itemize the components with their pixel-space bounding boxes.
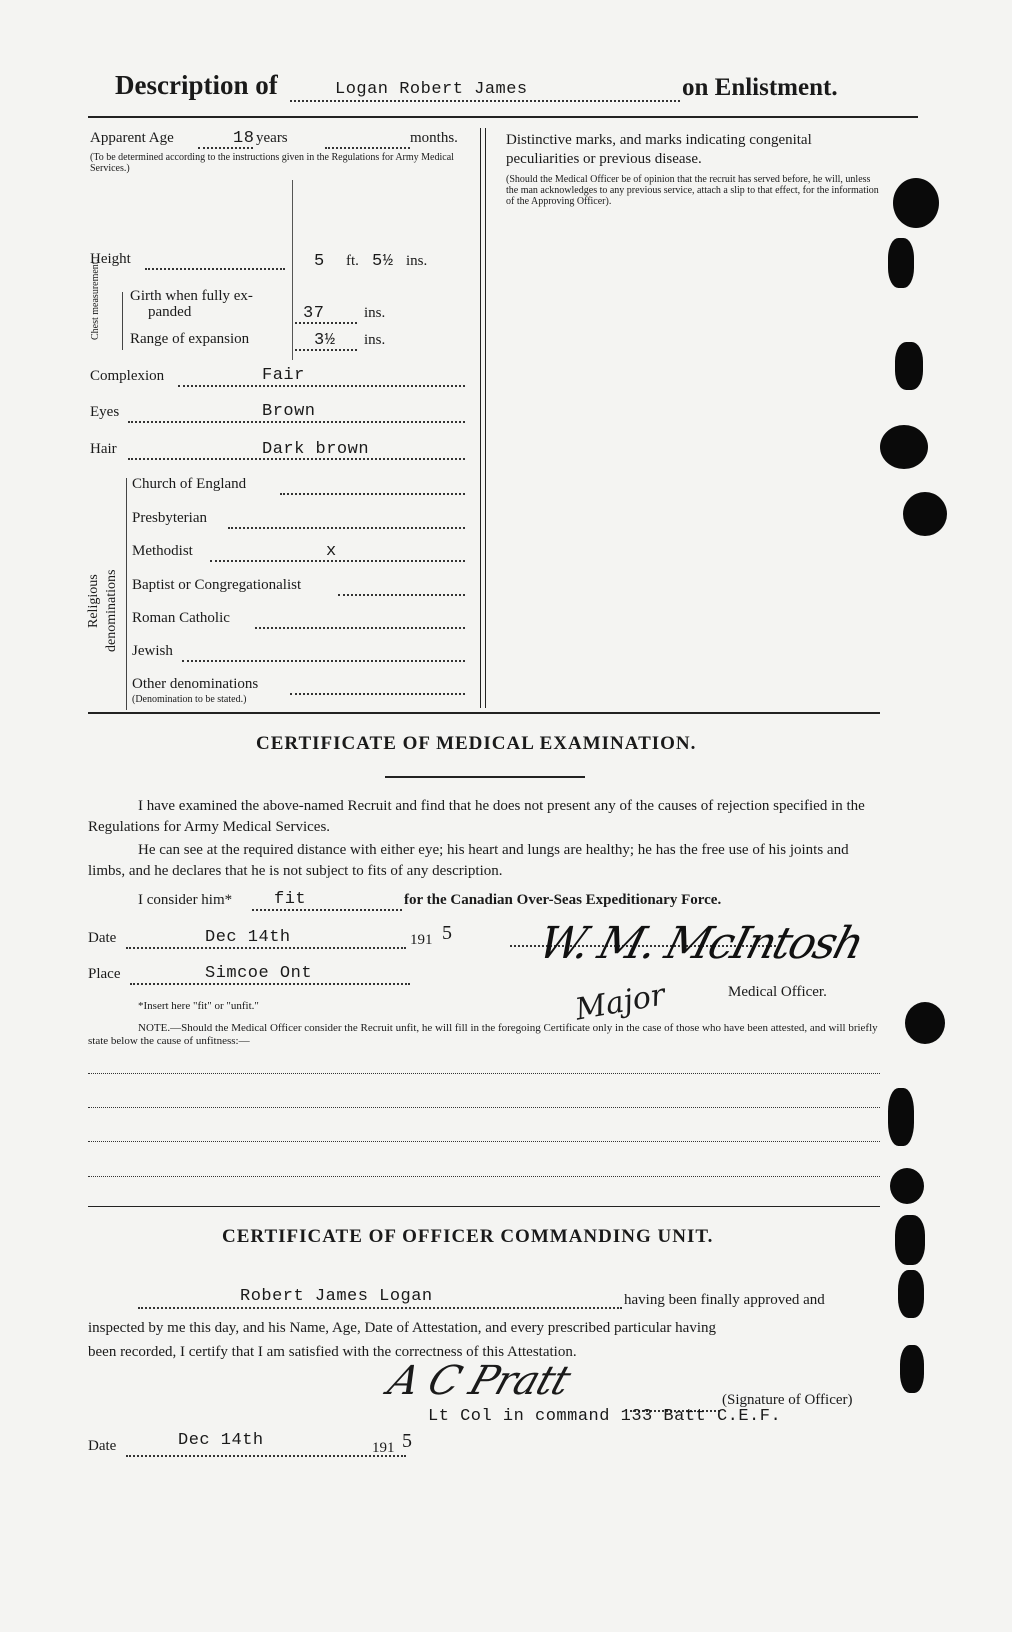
girth-value: 37 bbox=[303, 304, 325, 323]
commanding-date-value: Dec 14th bbox=[178, 1431, 264, 1450]
religion-group-label-2: denominations bbox=[104, 569, 119, 652]
punch-hole bbox=[895, 342, 923, 390]
range-label: Range of expansion bbox=[130, 331, 250, 347]
religion-item: Baptist or Congregationalist bbox=[132, 577, 302, 593]
place-label: Place bbox=[88, 966, 121, 982]
punch-hole bbox=[893, 178, 939, 228]
unfit-line bbox=[88, 1073, 880, 1074]
commanding-year-value: 5 bbox=[402, 1430, 412, 1452]
unfit-line bbox=[88, 1176, 880, 1177]
punch-hole bbox=[888, 238, 914, 288]
unfit-line bbox=[88, 1107, 880, 1108]
medical-note: NOTE.—Should the Medical Officer consider the Recruit unfit, he will fill in the foregoing Certificate only in the case of those who have been attested, and will briefly state below the cause of unfitness:— bbox=[88, 1022, 878, 1047]
religion-item: Other denominations bbox=[132, 676, 259, 692]
title-underline bbox=[290, 100, 680, 102]
title-rule bbox=[88, 116, 918, 118]
marks-heading: Distinctive marks, and marks indicating congenital peculiarities or previous disease. bbox=[506, 132, 812, 167]
section-rule-2 bbox=[88, 1206, 880, 1207]
section-rule-1 bbox=[88, 712, 880, 714]
medical-heading-rule bbox=[385, 776, 585, 778]
complexion-label: Complexion bbox=[90, 368, 165, 384]
punch-hole bbox=[905, 1002, 945, 1044]
range-value: 3½ bbox=[314, 331, 336, 350]
girth-unit: ins. bbox=[364, 305, 386, 321]
consider-value: fit bbox=[274, 890, 307, 909]
age-label: Apparent Age bbox=[90, 130, 174, 146]
insert-note: *Insert here "fit" or "unfit." bbox=[138, 1000, 259, 1012]
girth-label-1: Girth when fully ex- bbox=[130, 288, 253, 304]
religion-dots bbox=[182, 660, 465, 662]
religion-dots bbox=[338, 594, 465, 596]
religion-other-note: (Denomination to be stated.) bbox=[132, 694, 247, 705]
marks-note: (Should the Medical Officer be of opinion that the recruit has served before, he will, unless the man acknowledges to any previous service, attach a slip to that effect, for the information of the Approving Officer). bbox=[506, 174, 879, 207]
religion-mark: x bbox=[326, 542, 337, 561]
age-years-label: years bbox=[256, 130, 288, 146]
commanding-line1: having been finally approved and bbox=[624, 1292, 825, 1308]
medical-year-value: 5 bbox=[442, 922, 452, 944]
religion-group-label-1: Religious bbox=[86, 574, 101, 628]
chest-group-label: Chest measurement. bbox=[90, 258, 101, 340]
title-suffix: on Enlistment. bbox=[682, 74, 838, 101]
medical-heading: CERTIFICATE OF MEDICAL EXAMINATION. bbox=[256, 733, 697, 754]
punch-hole bbox=[898, 1270, 924, 1318]
commanding-signature-label: (Signature of Officer) bbox=[722, 1392, 853, 1408]
punch-hole bbox=[888, 1088, 914, 1146]
eyes-value: Brown bbox=[262, 402, 316, 421]
punch-hole bbox=[903, 492, 947, 536]
medical-officer-label: Medical Officer. bbox=[728, 984, 827, 1000]
religion-dots bbox=[290, 693, 465, 695]
column-divider-2 bbox=[480, 128, 481, 708]
consider-label: I consider him* bbox=[138, 892, 233, 908]
religion-item: Jewish bbox=[132, 643, 173, 659]
range-dots bbox=[295, 349, 357, 351]
religion-dots bbox=[228, 527, 465, 529]
chest-brace bbox=[122, 292, 123, 350]
consider-dots bbox=[252, 909, 402, 911]
range-unit: ins. bbox=[364, 332, 386, 348]
age-years-value: 18 bbox=[233, 129, 255, 148]
medical-officer-rank: Major bbox=[572, 977, 668, 1028]
medical-date-value: Dec 14th bbox=[205, 928, 291, 947]
commanding-line3: been recorded, I certify that I am satisfied with the correctness of this Attestation. bbox=[88, 1344, 577, 1360]
commanding-name-value: Robert James Logan bbox=[240, 1287, 433, 1306]
inner-divider bbox=[292, 180, 293, 360]
religion-dots bbox=[255, 627, 465, 629]
height-in-value: 5½ bbox=[372, 252, 394, 271]
medical-date-label: Date bbox=[88, 930, 117, 946]
age-note: (To be determined according to the instructions given in the Regulations for Army Medical Services.) bbox=[90, 152, 454, 174]
eyes-dots bbox=[128, 421, 465, 423]
medical-para1: I have examined the above-named Recruit and find that he does not present any of the causes of rejection specified in the Regulations for Army Medical Services. bbox=[88, 798, 865, 835]
commanding-title: Lt Col in command 133 Batt C.E.F. bbox=[428, 1407, 782, 1426]
medical-date-dots bbox=[126, 947, 406, 949]
religion-item: Church of England bbox=[132, 476, 247, 492]
height-label: Height bbox=[90, 251, 131, 267]
commanding-date-label: Date bbox=[88, 1438, 117, 1454]
punch-hole bbox=[900, 1345, 924, 1393]
height-dots bbox=[145, 268, 285, 270]
religion-dots bbox=[280, 493, 465, 495]
religion-item: Presbyterian bbox=[132, 510, 207, 526]
medical-para2: He can see at the required distance with either eye; his heart and lungs are healthy; he has the free use of his joints and limbs, and he declares that he is not subject to fits of any description. bbox=[88, 842, 849, 879]
column-divider bbox=[485, 128, 486, 708]
medical-officer-signature: W. M. McIntosh bbox=[533, 918, 868, 969]
punch-hole bbox=[895, 1215, 925, 1265]
height-in-label: ins. bbox=[406, 253, 428, 269]
height-ft-value: 5 bbox=[314, 252, 325, 271]
commanding-heading: CERTIFICATE OF OFFICER COMMANDING UNIT. bbox=[222, 1226, 714, 1247]
hair-label: Hair bbox=[90, 441, 117, 457]
punch-hole bbox=[880, 425, 928, 469]
medical-year-prefix: 191 bbox=[410, 932, 433, 948]
complexion-value: Fair bbox=[262, 366, 305, 385]
punch-hole bbox=[890, 1168, 924, 1204]
consider-suffix: for the Canadian Over-Seas Expeditionary Force. bbox=[404, 892, 722, 908]
religion-item: Roman Catholic bbox=[132, 610, 230, 626]
unfit-line bbox=[88, 1141, 880, 1142]
place-value: Simcoe Ont bbox=[205, 964, 313, 983]
commanding-date-dots bbox=[126, 1455, 406, 1457]
girth-dots bbox=[295, 322, 357, 324]
age-months-dots bbox=[325, 147, 410, 149]
complexion-dots bbox=[178, 385, 465, 387]
religion-brace bbox=[126, 478, 127, 710]
height-ft-label: ft. bbox=[346, 253, 359, 269]
age-months-label: months. bbox=[410, 130, 458, 146]
commanding-year-prefix: 191 bbox=[372, 1440, 395, 1456]
recruit-name: Logan Robert James bbox=[335, 80, 528, 99]
eyes-label: Eyes bbox=[90, 404, 120, 420]
commanding-line2: inspected by me this day, and his Name, Age, Date of Attestation, and every prescribed particular having bbox=[88, 1320, 717, 1336]
commanding-signature: A C Pratt bbox=[382, 1358, 576, 1404]
commanding-name-dots bbox=[138, 1307, 622, 1309]
religion-dots bbox=[210, 560, 465, 562]
title-prefix: Description of bbox=[115, 70, 278, 100]
hair-value: Dark brown bbox=[262, 440, 370, 459]
religion-item: Methodist bbox=[132, 543, 193, 559]
place-dots bbox=[130, 983, 410, 985]
girth-label-2: panded bbox=[148, 304, 192, 320]
